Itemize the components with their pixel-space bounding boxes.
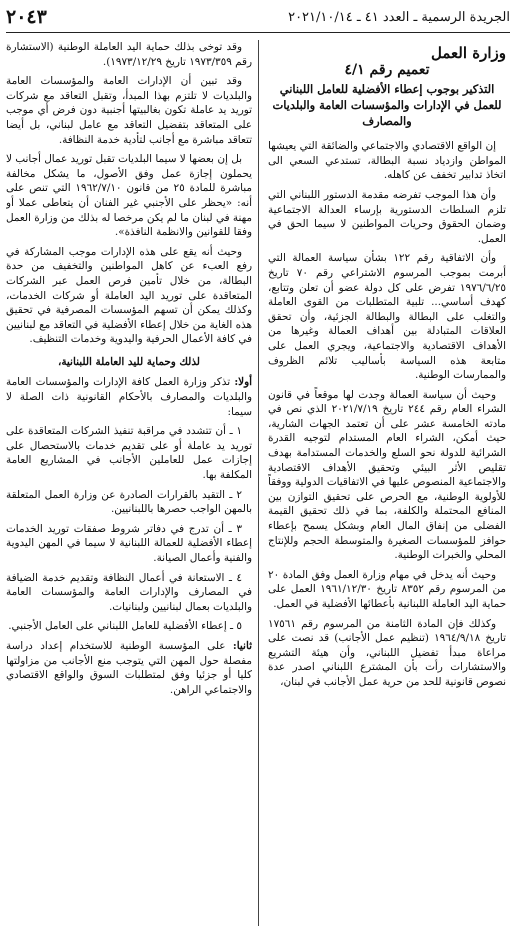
list-item: ٣ ـ أن تدرج في دفاتر شروط صفقات توريد الخدمات إعطاء الأفضلية للعمالة اللبنانية لا سيما في المهن اليدوية والفنية وأعمال الصيانة. (6, 522, 252, 564)
paragraph: بل إن بعضها لا سيما البلديات تقبل توريد عمال أجانب لا يحملون إجازة عمل وفق الأصول، ما يشكل مخالفة مباشرة للمادة ٢٥ من قانون ١٩٦٢/٧/١٠ التي تنص على أنه: «يحظر على الأجنبي غير الفنان أن يتعاطى عملا أو مهنة في لبنان ما لم يكن مرخصا له بذلك من وزارة العمل وفقا للقوانين والانظمة النافذة». (6, 153, 252, 239)
clause-second (6, 639, 252, 697)
paragraph: وأن هذا الموجب تفرضه مقدمة الدستور اللبناني التي تلزم السلطات الدستورية بإرساء العدالة الاجتماعية وضمان الحقوق وحريات المواطنين لا سيما الحق في العمل. (268, 188, 506, 245)
left-column (6, 40, 252, 928)
list-item: ٤ ـ الاستعانة في أعمال النظافة وتقديم خدمة الضيافة في المصارف والإدارات العامة والمؤسسات العامة والبلديات بعمال لبنانيين ولبنانيات. (6, 571, 252, 613)
list-item: ٥ ـ إعطاء الأفضلية للعامل اللبناني على العامل الأجنبي. (8, 620, 242, 633)
paragraph: وحيث أن سياسة العمالة وجدت لها موقعاً في قانون الشراء العام رقم ٢٤٤ تاريخ ٢٠٢١/٧/١٩ الذي نص في مادته الخامسة عشر على أن تعتمد الجهات الشارية، حيث أمكن، الشراء العام المستدام لتوجيه القدرة الشرائية للدولة نحو السلع والخدمات المستدامة بهدف تقليص الأثر البيئي وتحقيق الأهداف الاقتصادية والاجتماعية المنصوص عليها في الاتفاقيات الدولية ووفقاً للأولوية الوطنية، مع الحرص على تحقيق التوازن بين المنافع المحتملة والكلفة، بما في ذلك تحقيق القيمة الفضلى من إنفاق المال العام وبشكل يسمح بإعطاء حوافز للمؤسسات الصغيرة والمتوسطة الحجم وللإنتاج المحلي والخبرات الوطنية. (268, 388, 506, 562)
column-divider (258, 40, 259, 926)
clause-label: أولا: (234, 376, 252, 389)
paragraph: وأن الاتفاقية رقم ١٢٢ بشأن سياسة العمالة التي أبرمت بموجب المرسوم الاشتراعي رقم ٧٠ تاريخ ١٩٧٦/٦/٢٥ تفرض على كل دولة عضو أن تعلن وتتابع، كهدف أساسي... تلبية المتطلبات من القوى العاملة والتغلب على البطالة والبطالة الجزئية، وأن تحقق العلاقات المتبادلة بين أهداف العمالة وغيرها من الأهداف الاقتصادية والاجتماعية، ويجري العمل على متابعة هذه السياسة بأساليب تلائم الظروف والممارسات الوطنية. (268, 252, 506, 382)
circular-number: تعميم رقم ٤/١ (344, 61, 430, 78)
paragraph: وحيث أنه يدخل في مهام وزارة العمل وفق المادة ٢٠ من المرسوم رقم ٨٣٥٢ تاريخ ١٩٦١/١٢/٣٠ العمل على حماية اليد العاملة اللبنانية بأعطائها الأفضلية في العمل. (268, 568, 506, 610)
paragraph: وكذلك فإن المادة الثامنة من المرسوم رقم ١٧٥٦١ تاريخ ١٩٦٤/٩/١٨ (تنظيم عمل الأجانب) قد نصت على مراعاة مبدأ تفضيل اللبناني، وأن هيئة التشريع والاستشارات رأت بأن المشترع اللبناني اصدر عدة نصوص قانونية للحد من حرية عمل الأجانب في لبنان، (268, 617, 506, 688)
page-number: ٢٠٤٣ (6, 6, 47, 28)
paragraph: وحيث أنه يقع على هذه الإدارات موجب المشاركة في رفع العبء عن كاهل المواطنين والتخفيف من حدة البطالة، من خلال تأمين فرص العمل عبر الشركات المتعاقدة على توريد اليد العاملة أو شركات الخدمات، وكذلك يمكن أن تسهم المؤسسات المصرفية في تحقيق هذه الغاية من خلال إعطاء الأفضلية في التعاقد مع لبنانيين في كافة الأعمال الحرفية واليدوية وخدمات التنظيف. (6, 245, 252, 346)
gazette-issue-title: الجريدة الرسمية ـ العدد ٤١ ـ ٢٠٢١/١٠/١٤ (288, 10, 510, 25)
ministry-heading: وزارة العمل (431, 44, 506, 62)
right-column (268, 40, 506, 928)
section-heading: لذلك وحماية لليد العاملة اللبنانية، (58, 355, 200, 368)
clause-label: ثانيا: (232, 639, 252, 652)
clause-text: تذكر وزارة العمل كافة الإدارات والمؤسسات العامة والبلديات والمصارف بالأحكام القانونية ذات الصلة لا سيما: (6, 376, 252, 418)
clause-text: على المؤسسة الوطنية للاستخدام إعداد دراسة مفصلة حول المهن التي يتوجب منع الأجانب من مزاولتها كليا أو جزئيا وفق لمتطلبات السوق والواقع الاقتصادي والاجتماعي الراهن. (6, 639, 252, 696)
paragraph: وقد تبين أن الإدارات العامة والمؤسسات العامة والبلديات لا تلتزم بهذا المبدأ، وتقبل التعاقد مع شركات توريد يد عاملة تكون بغالبيتها أجنبية دون فرض أي موجب على المتعاقد بتفضيل التعاقد مع عامل لبناني، بل أيضا تتعاقد مباشرة مع أجانب لتأدية خدمة النظافة. (6, 75, 252, 146)
list-item: ١ ـ أن تتشدد في مراقبة تنفيذ الشركات المتعاقدة على توريد يد عاملة أو على تقديم خدمات بالاستحصال على إجازات عمل للعاملين الأجانب في المشاريع العامة المكلفة بها. (6, 425, 252, 482)
list-item: ٢ ـ التقيد بالقرارات الصادرة عن وزارة العمل المتعلقة بالمهن الواجب حصرها باللبنانيين. (6, 488, 252, 516)
paragraph: إن الواقع الاقتصادي والاجتماعي والضائقة التي يعيشها المواطن وازدياد نسبة البطالة، تستدعي السعي الى اتخاذ تدابير تخفف عن كاهله. (268, 140, 506, 182)
paragraph: وقد توخى بذلك حماية اليد العاملة الوطنية (الاستشارة رقم ١٩٧٣/٣٥٩ تاريخ ١٩٧٣/١٢/٢٩). (6, 41, 252, 68)
page-header (6, 6, 510, 33)
clause-first (6, 375, 252, 419)
circular-subject: التذكير بوجوب إعطاء الأفضلية للعامل اللبناني للعمل في الإدارات والمؤسسات العامة والبلديات والمصارف (272, 82, 502, 129)
